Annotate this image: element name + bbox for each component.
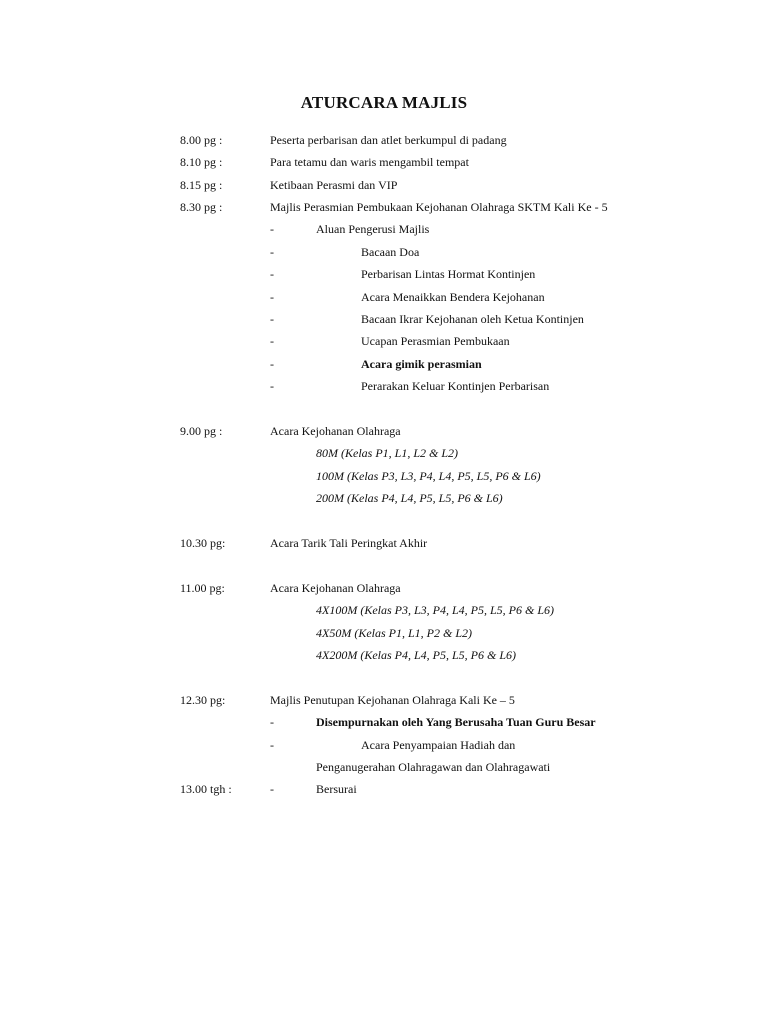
schedule-text: Acara Tarik Tali Peringkat Akhir	[270, 536, 428, 550]
list-item	[0, 243, 768, 261]
list-item	[0, 377, 768, 395]
schedule-row	[0, 176, 768, 194]
schedule-text: Ketibaan Perasmi dan VIP	[270, 178, 398, 192]
schedule-text: Peserta perbarisan dan atlet berkumpul di padang	[270, 133, 507, 147]
list-item-text: Aluan Pengerusi Majlis	[316, 222, 430, 236]
time-label: 8.10 pg :	[180, 155, 223, 169]
list-item	[0, 288, 768, 306]
time-label: 13.00 tgh :	[180, 782, 232, 796]
event-text: 100M (Kelas P3, L3, P4, L4, P5, L5, P6 & L6)	[316, 469, 541, 483]
list-item	[0, 332, 768, 350]
list-item-text: Perbarisan Lintas Hormat Kontinjen	[361, 267, 536, 281]
event-text: 4X100M (Kelas P3, L3, P4, L4, P5, L5, P6 & L6)	[316, 603, 555, 617]
schedule-text: Bersurai	[316, 782, 357, 796]
time-label: 8.00 pg :	[180, 133, 223, 147]
list-item-text: Perarakan Keluar Kontinjen Perbarisan	[361, 379, 550, 393]
bullet-dash: -	[270, 245, 274, 259]
time-label: 12.30 pg:	[180, 693, 226, 707]
list-item	[0, 355, 768, 373]
bullet-dash: -	[270, 782, 274, 796]
schedule-row	[0, 780, 768, 798]
bullet-dash: -	[270, 715, 274, 729]
bullet-dash: -	[270, 379, 274, 393]
list-item	[0, 713, 768, 731]
event-item	[0, 467, 768, 485]
bullet-dash: -	[270, 357, 274, 371]
list-item-continuation	[0, 758, 768, 776]
bullet-dash: -	[270, 334, 274, 348]
time-label: 8.15 pg :	[180, 178, 223, 192]
list-item	[0, 736, 768, 754]
event-item	[0, 624, 768, 642]
bullet-dash: -	[270, 312, 274, 326]
event-text: 4X200M (Kelas P4, L4, P5, L5, P6 & L6)	[316, 648, 516, 662]
list-item	[0, 310, 768, 328]
list-item-text: Bacaan Ikrar Kejohanan oleh Ketua Kontinjen	[361, 312, 584, 326]
event-item	[0, 489, 768, 507]
event-item	[0, 646, 768, 664]
time-label: 9.00 pg :	[180, 424, 223, 438]
schedule-text: Para tetamu dan waris mengambil tempat	[270, 155, 469, 169]
event-text: 200M (Kelas P4, L4, P5, L5, P6 & L6)	[316, 491, 503, 505]
event-item	[0, 601, 768, 619]
schedule-text: Majlis Perasmian Pembukaan Kejohanan Olahraga SKTM Kali Ke - 5	[270, 200, 608, 214]
list-item-text: Disempurnakan oleh Yang Berusaha Tuan Guru Besar	[316, 715, 596, 729]
time-label: 10.30 pg:	[180, 536, 226, 550]
schedule-row	[0, 534, 768, 552]
time-label: 8.30 pg :	[180, 200, 223, 214]
schedule-row	[0, 198, 768, 216]
bullet-dash: -	[270, 267, 274, 281]
event-text: 4X50M (Kelas P1, L1, P2 & L2)	[316, 626, 472, 640]
schedule-row	[0, 422, 768, 440]
schedule-row	[0, 691, 768, 709]
schedule-row	[0, 579, 768, 597]
list-item-text: Penganugerahan Olahragawan dan Olahragawati	[316, 760, 551, 774]
schedule-text: Majlis Penutupan Kejohanan Olahraga Kali Ke – 5	[270, 693, 515, 707]
bullet-dash: -	[270, 290, 274, 304]
list-item-text: Acara Penyampaian Hadiah dan	[361, 738, 516, 752]
schedule-text: Acara Kejohanan Olahraga	[270, 581, 401, 595]
event-text: 80M (Kelas P1, L1, L2 & L2)	[316, 446, 459, 460]
bullet-dash: -	[270, 738, 274, 752]
schedule-row	[0, 153, 768, 171]
list-item-text: Bacaan Doa	[361, 245, 420, 259]
list-item-text: Acara gimik perasmian	[361, 357, 482, 371]
time-label: 11.00 pg:	[180, 581, 225, 595]
schedule-text: Acara Kejohanan Olahraga	[270, 424, 401, 438]
list-item-text: Acara Menaikkan Bendera Kejohanan	[361, 290, 545, 304]
schedule-row	[0, 131, 768, 149]
list-item-text: Ucapan Perasmian Pembukaan	[361, 334, 510, 348]
bullet-dash: -	[270, 222, 274, 236]
page-title: ATURCARA MAJLIS	[300, 93, 468, 112]
event-item	[0, 444, 768, 462]
list-item	[0, 265, 768, 283]
list-item	[0, 220, 768, 238]
